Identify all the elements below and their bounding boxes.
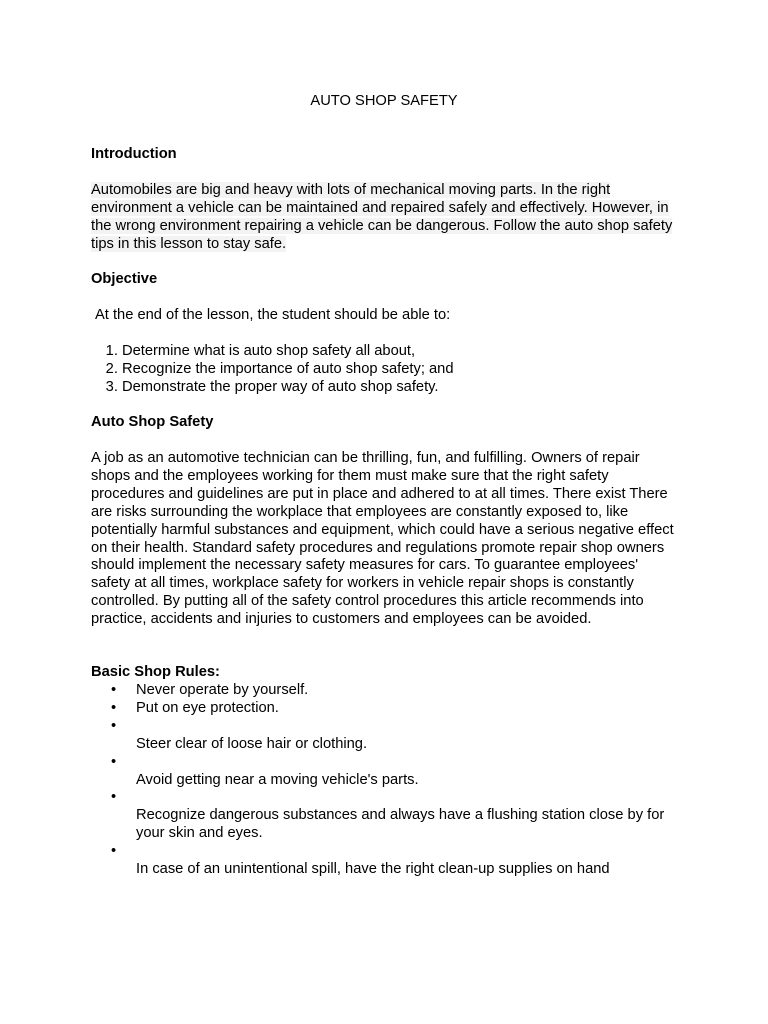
objective-lead: At the end of the lesson, the student should be able to: (95, 307, 451, 323)
objective-item: 2. Recognize the importance of auto shop safety; and (122, 361, 681, 379)
bullet-icon: • (111, 717, 117, 734)
list-item (91, 861, 681, 879)
bullet-icon: • (111, 843, 117, 860)
bullet-icon: • (111, 682, 117, 698)
basic-shop-rules-list-container (91, 682, 681, 879)
objective-list-container (91, 343, 681, 397)
bullet-icon: • (111, 789, 117, 806)
list-item (91, 682, 681, 700)
introduction-paragraph (91, 182, 681, 254)
objective-item: 3. Demonstrate the proper way of auto shop safety. (122, 379, 681, 397)
rule-text: Never operate by yourself. (136, 682, 309, 698)
rule-text: Steer clear of loose hair or clothing. (136, 735, 368, 752)
document-title: AUTO SHOP SAFETY (310, 93, 458, 109)
auto-shop-safety-heading: Auto Shop Safety (91, 414, 214, 430)
rule-text: Recognize dangerous substances and always have a flushing station close by for your skin and eyes. (136, 807, 665, 842)
auto-shop-safety-paragraph: A job as an automotive technician can be thrilling, fun, and fulfilling. Owners of repair shops and the employees working for them must make sure that the right safety procedures and guidelines are put in place and adhered to at all times. There exist There are risks surrounding the workplace that employees are constantly exposed to, like potentially harmful substances and equipment, which could have a serious negative effect on their health. Standard safety procedures and regulations promote repair shop owners should implement the necessary safety measures for cars. To guarantee employees' safety at all times, workplace safety for workers in vehicle repair shops is constantly controlled. By putting all of the safety control procedures this article recommends into practice, accidents and injuries to customers and employees can be avoided. (91, 450, 674, 628)
list-item (91, 736, 681, 754)
objective-item: 1. Determine what is auto shop safety all about, (122, 343, 681, 361)
list-item (91, 772, 681, 790)
list-item (91, 700, 681, 718)
list-item (91, 754, 681, 772)
rule-text: Avoid getting near a moving vehicle's parts. (136, 771, 419, 788)
list-item (91, 718, 681, 736)
introduction-text: Automobiles are big and heavy with lots of mechanical moving parts. In the right environment a vehicle can be maintained and repaired safely and effectively. However, in the wrong environment repairing a vehicle can be dangerous. Follow the auto shop safety tips in this lesson to stay safe. (91, 182, 673, 252)
list-item (91, 789, 681, 807)
rule-text: In case of an unintentional spill, have the right clean-up supplies on hand (136, 861, 610, 877)
rule-text: Put on eye protection. (136, 699, 279, 716)
introduction-heading: Introduction (91, 146, 177, 162)
objective-list (91, 343, 681, 397)
basic-shop-rules-list (91, 682, 681, 879)
list-item (91, 843, 681, 861)
bullet-icon: • (111, 699, 117, 716)
basic-shop-rules-heading: Basic Shop Rules: (91, 664, 220, 680)
objective-heading: Objective (91, 271, 158, 287)
list-item (91, 807, 681, 843)
bullet-icon: • (111, 753, 117, 770)
